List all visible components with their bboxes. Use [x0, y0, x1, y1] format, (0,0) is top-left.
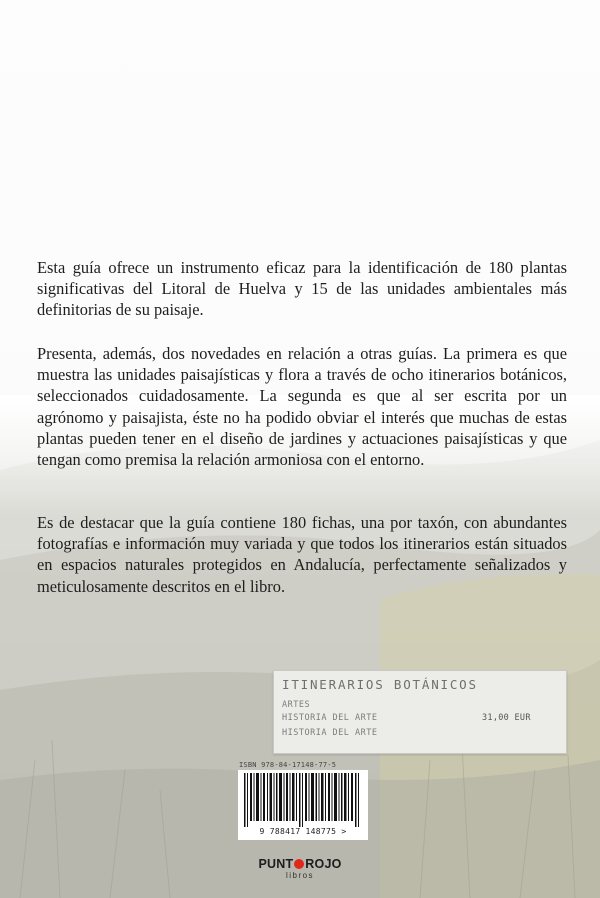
price-sticker [273, 670, 567, 754]
publisher-name-part2: ROJO [305, 857, 342, 871]
description-paragraph-1: Esta guía ofrece un instrumento eficaz para la identificación de 180 plantas significativas del Litoral de Huelva y 15 de las unidades ambientales más definitorias de su paisaje. [37, 258, 567, 320]
barcode-bars-icon [244, 773, 362, 827]
barcode-digits: 9 788417 148775 > [259, 827, 347, 836]
sticker-price: 31,00 EUR [482, 713, 531, 723]
description-paragraph-2: Presenta, además, dos novedades en relación a otras guías. La primera es que muestra las unidades paisajísticas y flora a través de ocho itinerarios botánicos, seleccionados cuidadosamente. La segunda es que al ser escrita por un agrónomo y paisajista, éste no ha podido obviar el interés que muchas de estas plantas pueden tener en el diseño de jardines y actuaciones paisajísticas y que tengan como premisa la relación armoniosa con el entorno. [37, 344, 567, 470]
sticker-title: ITINERARIOS BOTÁNICOS [282, 677, 478, 692]
sticker-subcategory-2: HISTORIA DEL ARTE [282, 728, 378, 738]
red-circle-icon [294, 859, 304, 869]
isbn-number: ISBN 978-84-17148-77-5 [239, 761, 337, 769]
sticker-category: ARTES [282, 700, 311, 710]
description-paragraph-3: Es de destacar que la guía contiene 180 fichas, una por taxón, con abundantes fotografías e información muy variada y que todos los itinerarios están situados en espacios naturales protegidos en Andalucía, perfectamente señalizados y meticulosamente descritos en el libro. [37, 513, 567, 596]
barcode [238, 770, 368, 840]
sticker-subcategory: HISTORIA DEL ARTE [282, 713, 378, 723]
publisher-subtitle: libros [285, 871, 315, 880]
publisher-name-part1: PUNT [258, 857, 294, 871]
publisher-logo [240, 857, 360, 880]
